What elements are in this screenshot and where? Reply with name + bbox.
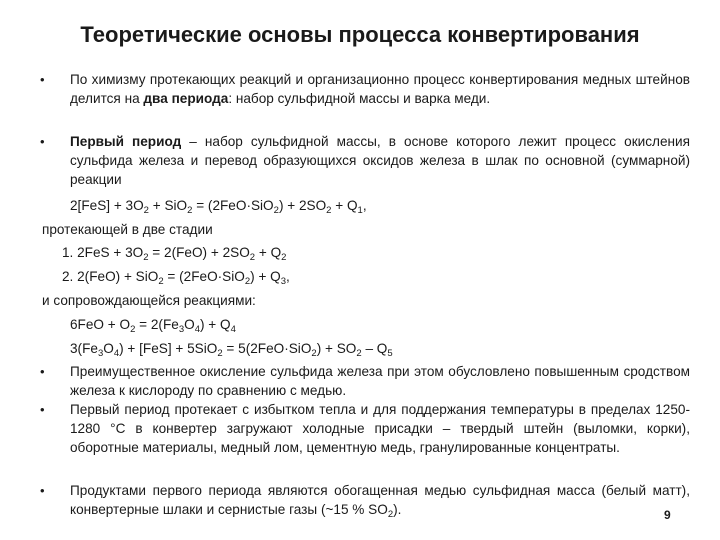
page-number: 9	[664, 508, 671, 522]
paragraph-heat-excess: Первый период протекает с избытком тепла и для поддержания температуры в пределах 1250-1280 °С в конвертер загружают холодные присадки – твердый штейн (выломки, корки), оборотные материалы, медный лом, цементную медь, гранулированные концентраты.	[70, 402, 690, 455]
paragraph-products: Продуктами первого периода являются обогащенная медью сульфидная масса (белый матт), конвертерные шлаки и сернистые газы (~15 % $SO_2$).	[70, 483, 690, 520]
bullet-marker: •	[40, 483, 45, 498]
paragraph-preferential-oxidation: Преимущественное окисление сульфида железа при этом обусловлено повышенным сродством железа к кислороду по сравнению с медью.	[70, 364, 690, 398]
side-reactions-intro: и сопровождающейся реакциями:	[42, 293, 256, 308]
bullet-marker: •	[40, 134, 45, 149]
equation-side-1: $6FeO + O_2 = 2(Fe_3O_4) + Q_4$	[70, 317, 236, 335]
stage-intro: протекающей в две стадии	[42, 222, 213, 237]
bullet-marker: •	[40, 72, 45, 87]
equation-stage-1: 1. $2FeS + 3O_2 = 2(FeO) + 2SO_2 + Q_2$	[62, 245, 287, 263]
paragraph-first-period: Первый период – набор сульфидной массы, в основе которого лежит процесс окисления сульфида железа и перевод образующихся оксидов железа в шлак по основной (суммарной) реакции	[70, 134, 690, 187]
slide-title: Теоретические основы процесса конвертирования	[80, 22, 640, 47]
equation-stage-2: 2. $2(FeO) + SiO_2 = (2FeO\cdot SiO_2) + Q_3$,	[62, 269, 290, 287]
equation-main: $2[FeS] + 3O_2 + SiO_2 = (2FeO\cdot SiO_2) + 2SO_2 + Q_1$,	[70, 198, 367, 216]
bullet-marker: •	[40, 402, 45, 417]
bullet-marker: •	[40, 364, 45, 379]
equation-side-2: $3(Fe_3O_4) + [FeS] + 5SiO_2 = 5(2FeO\cdot SiO_2) + SO_2 - Q_5$	[70, 341, 393, 359]
paragraph-periods: По химизму протекающих реакций и организационно процесс конвертирования медных штейнов делится на два периода: набор сульфидной массы и варка меди.	[70, 72, 690, 106]
